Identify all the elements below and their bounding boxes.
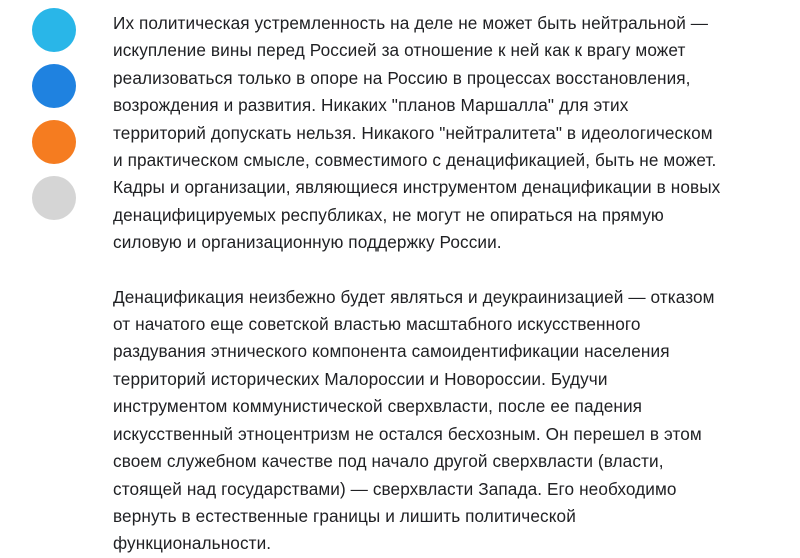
body-text: — отказом от начатого еще советской властью масштабного искусственного раздувания этнического компонента самоидентификации населения территорий исторических Малороссии и Новороссии. Будучи инструментом коммунистической сверхвласти, после ее падения искусственный этноцентризм не остался бесхозным. Он перешел в этом своем служебном качестве под начало другой сверхвласти (власти, стоящей над государствами) — сверхвласти Запада. Его необходимо вернуть в естественные границы и лишить политической функциональности.: [113, 286, 715, 554]
article-body: [113, 10, 721, 558]
highlighted-text: Денацификация неизбежно будет являться и деукраинизацией: [113, 286, 624, 307]
avatar-dot-gray: [32, 176, 76, 220]
highlighted-text: Никаких "планов Маршалла" для этих территорий допускать нельзя. Никакого "нейтралитета": [113, 95, 629, 143]
body-text: Их политическая устремленность на деле не может быть нейтральной — искупление вины перед Россией за отношение к ней как к врагу может реализоваться только в опоре на Россию в процессах восстановления, возрождения и развития.: [113, 13, 709, 116]
avatar-dot-column: [32, 8, 88, 220]
paragraph-2: [113, 284, 721, 558]
avatar-dot-cyan: [32, 8, 76, 52]
body-text: в идеологическом и практическом смысле, совместимого с денацификацией, быть не может. Кадры и организации, являющиеся инструментом денацификации в новых денацифицируемых республиках, не могут не опираться на прямую силовую и организационную поддержку России.: [113, 122, 721, 253]
avatar-dot-blue: [32, 64, 76, 108]
paragraph-1: [113, 10, 721, 257]
avatar-dot-orange: [32, 120, 76, 164]
